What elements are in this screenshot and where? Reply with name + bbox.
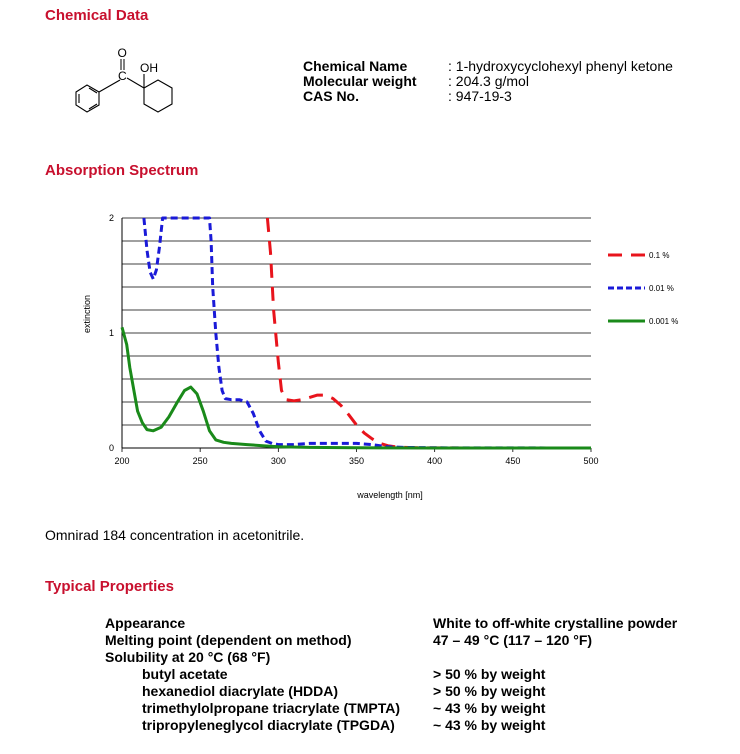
absorption-chart	[0, 195, 740, 515]
property-row	[105, 649, 677, 666]
section-title-typical-properties: Typical Properties	[45, 578, 174, 595]
chem-label: Chemical Name	[303, 58, 408, 74]
chem-label: Molecular weight	[303, 73, 417, 89]
chem-value: : 1-hydroxycyclohexyl phenyl ketone	[448, 58, 673, 74]
property-value: 47 – 49 °C (117 – 120 °F)	[433, 632, 593, 648]
x-tick-label: 200	[114, 456, 130, 466]
chemical-structure	[68, 40, 198, 130]
atom-o: O	[117, 46, 127, 60]
x-tick-label: 350	[348, 456, 365, 466]
legend-label: 0.1 %	[649, 251, 670, 260]
y-tick-label: 2	[108, 213, 114, 223]
property-value: White to off-white crystalline powder	[433, 615, 678, 631]
benzene-ring	[76, 85, 99, 112]
property-value: ~ 43 % by weight	[433, 700, 546, 716]
chart-caption: Omnirad 184 concentration in acetonitrile.	[45, 527, 305, 543]
chem-row-weight	[303, 74, 673, 89]
section-title-absorption-spectrum: Absorption Spectrum	[45, 162, 199, 179]
legend-label: 0.01 %	[649, 284, 674, 293]
property-label: butyl acetate	[142, 666, 228, 682]
chemical-info-table	[303, 59, 673, 104]
property-label: hexanediol diacrylate (HDDA)	[142, 683, 339, 699]
property-label: tripropyleneglycol diacrylate (TPGDA)	[142, 717, 395, 733]
chem-label: CAS No.	[303, 88, 359, 104]
property-label: trimethylolpropane triacrylate (TMPTA)	[142, 700, 401, 716]
property-row	[105, 666, 677, 683]
chem-row-cas	[303, 89, 673, 104]
y-tick-label: 0	[108, 443, 114, 453]
chem-value: : 204.3 g/mol	[448, 73, 529, 89]
property-label: Solubility at 20 °C (68 °F)	[105, 649, 271, 665]
property-row	[105, 683, 677, 700]
chart-legend	[608, 251, 678, 326]
chart-axes	[109, 213, 599, 466]
property-row	[105, 632, 677, 649]
x-tick-label: 300	[270, 456, 286, 466]
property-value: > 50 % by weight	[433, 666, 546, 682]
cyclohexane-ring	[144, 80, 172, 112]
x-axis-label: wavelength [nm]	[357, 490, 423, 500]
property-value: ~ 43 % by weight	[433, 717, 546, 733]
x-tick-label: 500	[583, 456, 599, 466]
property-row	[105, 700, 677, 717]
x-tick-label: 250	[192, 456, 208, 466]
legend-label: 0.001 %	[649, 317, 679, 326]
chem-row-name	[303, 59, 673, 74]
y-tick-label: 1	[108, 328, 114, 338]
property-label: Melting point (dependent on method)	[105, 632, 352, 648]
series-line	[122, 327, 591, 448]
chem-value: : 947-19-3	[448, 88, 512, 104]
property-value: > 50 % by weight	[433, 683, 546, 699]
section-title-chemical-data: Chemical Data	[45, 7, 149, 24]
atom-c: C	[118, 69, 127, 83]
property-row	[105, 615, 677, 632]
x-tick-label: 450	[505, 456, 521, 466]
property-label: Appearance	[105, 615, 186, 631]
atom-oh: OH	[140, 61, 158, 75]
chart-grid	[122, 218, 591, 448]
x-tick-label: 400	[427, 456, 443, 466]
property-row	[105, 717, 677, 734]
properties-table	[105, 615, 677, 734]
y-axis-label: extinction	[82, 294, 92, 334]
